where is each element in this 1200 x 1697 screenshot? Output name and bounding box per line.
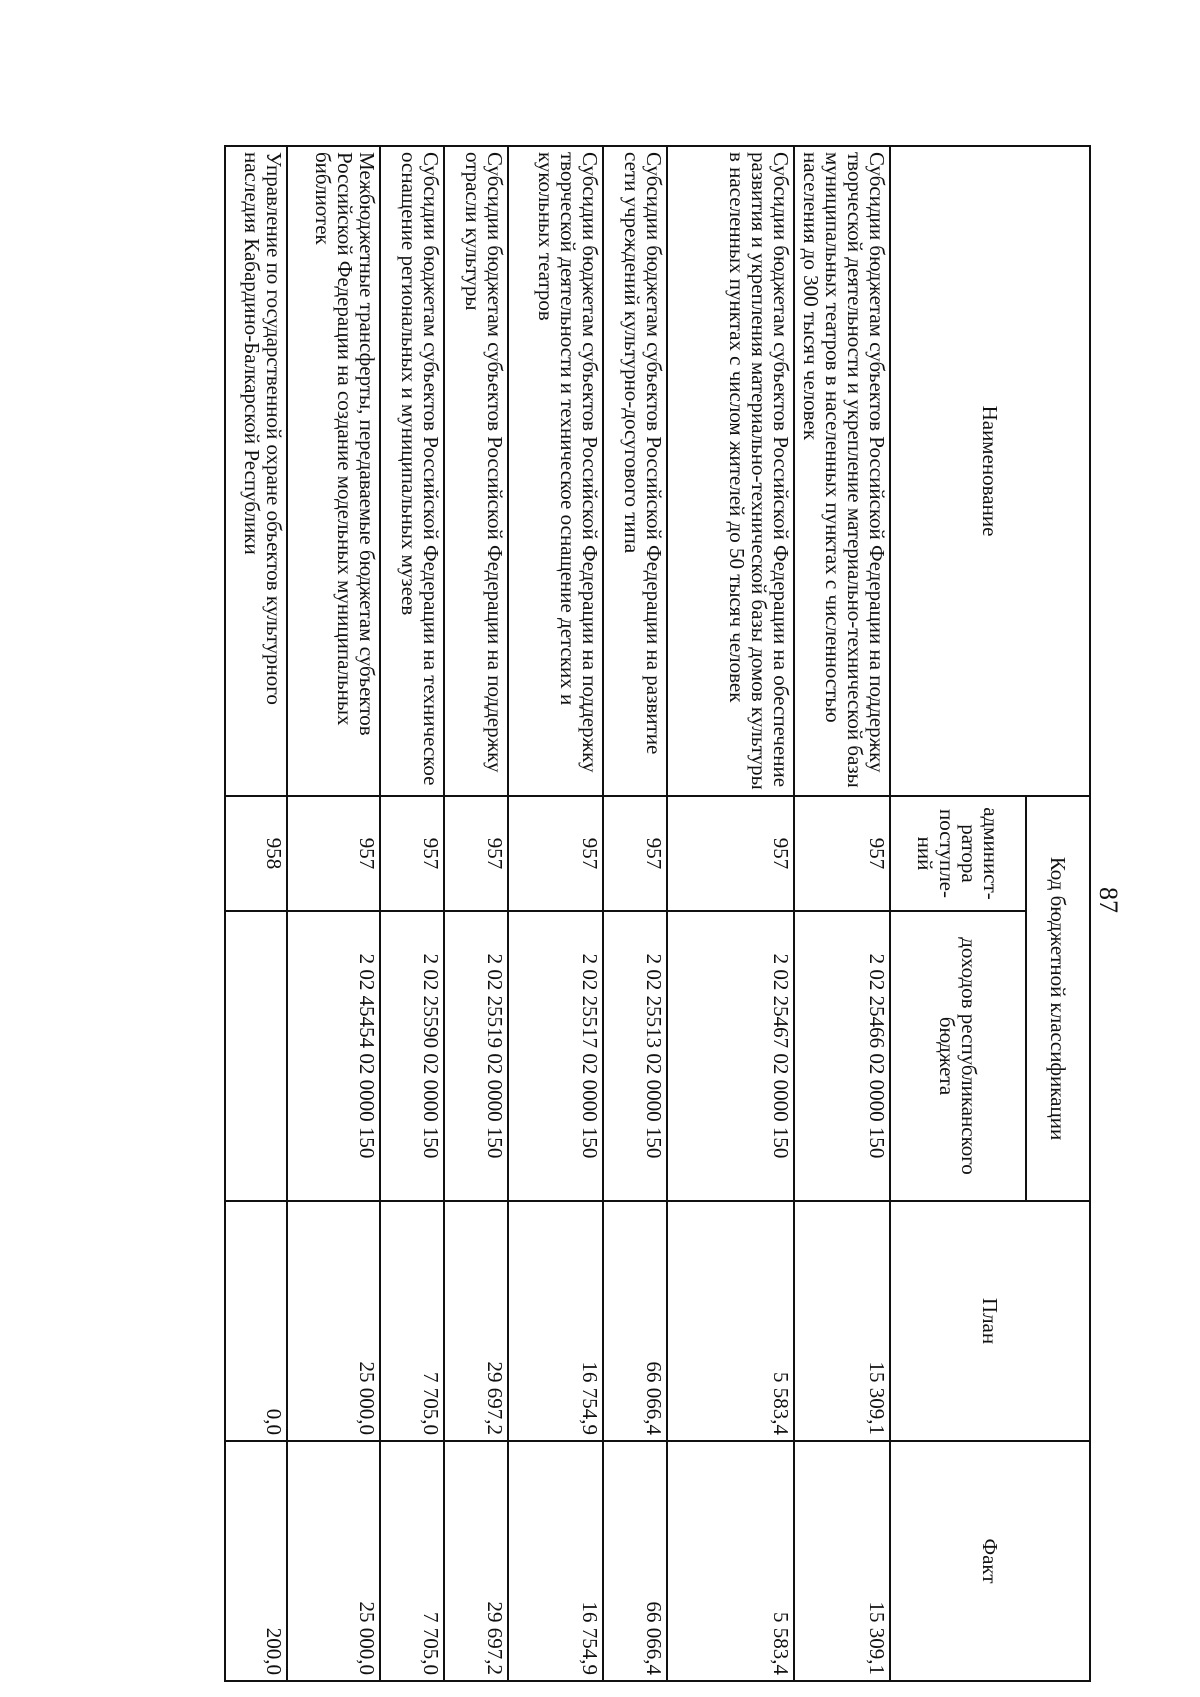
header-plan: План [890,1201,1090,1441]
row-name: Субсидии бюджетам субъектов Российской Федерации на техническое оснащение региональных и муниципальных музеев [380,146,444,796]
header-code-group: Код бюджетной классификации [1026,796,1090,1201]
row-income-code: 2 02 25519 02 0000 150 [444,911,508,1201]
row-fact: 7 705,0 [380,1441,444,1681]
row-fact: 15 309,1 [794,1441,890,1681]
row-plan: 66 066,4 [603,1201,667,1441]
row-name: Субсидии бюджетам субъектов Российской Федерации на развитие сети учреждений культурно-досугового типа [603,146,667,796]
row-fact: 200,0 [225,1441,287,1681]
table-row [380,146,444,1681]
row-name: Субсидии бюджетам субъектов Российской Федерации на поддержку отрасли культуры [444,146,508,796]
row-admin-code: 957 [603,796,667,911]
row-income-code: 2 02 25467 02 0000 150 [667,911,794,1201]
table-row [508,146,603,1681]
header-row-top [1026,146,1090,1681]
row-admin-code: 958 [225,796,287,911]
row-admin-code: 957 [508,796,603,911]
row-plan: 15 309,1 [794,1201,890,1441]
row-plan: 7 705,0 [380,1201,444,1441]
row-admin-code: 957 [444,796,508,911]
row-admin-code: 957 [287,796,380,911]
table-row [287,146,380,1681]
row-income-code [225,911,287,1201]
row-fact: 25 000,0 [287,1441,380,1681]
row-fact: 16 754,9 [508,1441,603,1681]
table-row [667,146,794,1681]
row-name: Субсидии бюджетам субъектов Российской Федерации на поддержку творческой деятельности и техническое оснащение детских и кукольных театров [508,146,603,796]
rotated-page-content [226,145,1091,1680]
header-admin: админист-ратора поступле-ний [890,796,1026,911]
row-name: Субсидии бюджетам субъектов Российской Федерации на обеспечение развития и укрепления материально-технической базы домов культуры в населенных пунктах с числом жителей до 50 тысяч человек [667,146,794,796]
row-income-code: 2 02 25466 02 0000 150 [794,911,890,1201]
row-fact: 5 583,4 [667,1441,794,1681]
row-plan: 5 583,4 [667,1201,794,1441]
row-fact: 66 066,4 [603,1441,667,1681]
row-plan: 0,0 [225,1201,287,1441]
header-fact: Факт [890,1441,1090,1681]
row-plan: 16 754,9 [508,1201,603,1441]
budget-table [224,145,1091,1682]
header-income: доходов республиканского бюджета [890,911,1026,1201]
row-plan: 29 697,2 [444,1201,508,1441]
table-row [225,146,287,1681]
header-name: Наименование [890,146,1090,796]
row-name: Межбюджетные трансферты, передаваемые бюджетам субъектов Российской Федерации на создание модельных муниципальных библиотек [287,146,380,796]
row-income-code: 2 02 25517 02 0000 150 [508,911,603,1201]
row-admin-code: 957 [667,796,794,911]
table-row [603,146,667,1681]
row-name: Управление по государственной охране объектов культурного наследия Кабардино-Балкарской Республики [225,146,287,796]
row-fact: 29 697,2 [444,1441,508,1681]
row-income-code: 2 02 25513 02 0000 150 [603,911,667,1201]
page-number: 87 [1094,887,1123,913]
row-admin-code: 957 [794,796,890,911]
row-plan: 25 000,0 [287,1201,380,1441]
table-row [444,146,508,1681]
table-row [794,146,890,1681]
row-income-code: 2 02 45454 02 0000 150 [287,911,380,1201]
row-income-code: 2 02 25590 02 0000 150 [380,911,444,1201]
row-admin-code: 957 [380,796,444,911]
row-name: Субсидии бюджетам субъектов Российской Федерации на поддержку творческой деятельности и укрепление материально-технической базы муниципальных театров в населенных пунктах с численностью населения до 300 тысяч человек [794,146,890,796]
